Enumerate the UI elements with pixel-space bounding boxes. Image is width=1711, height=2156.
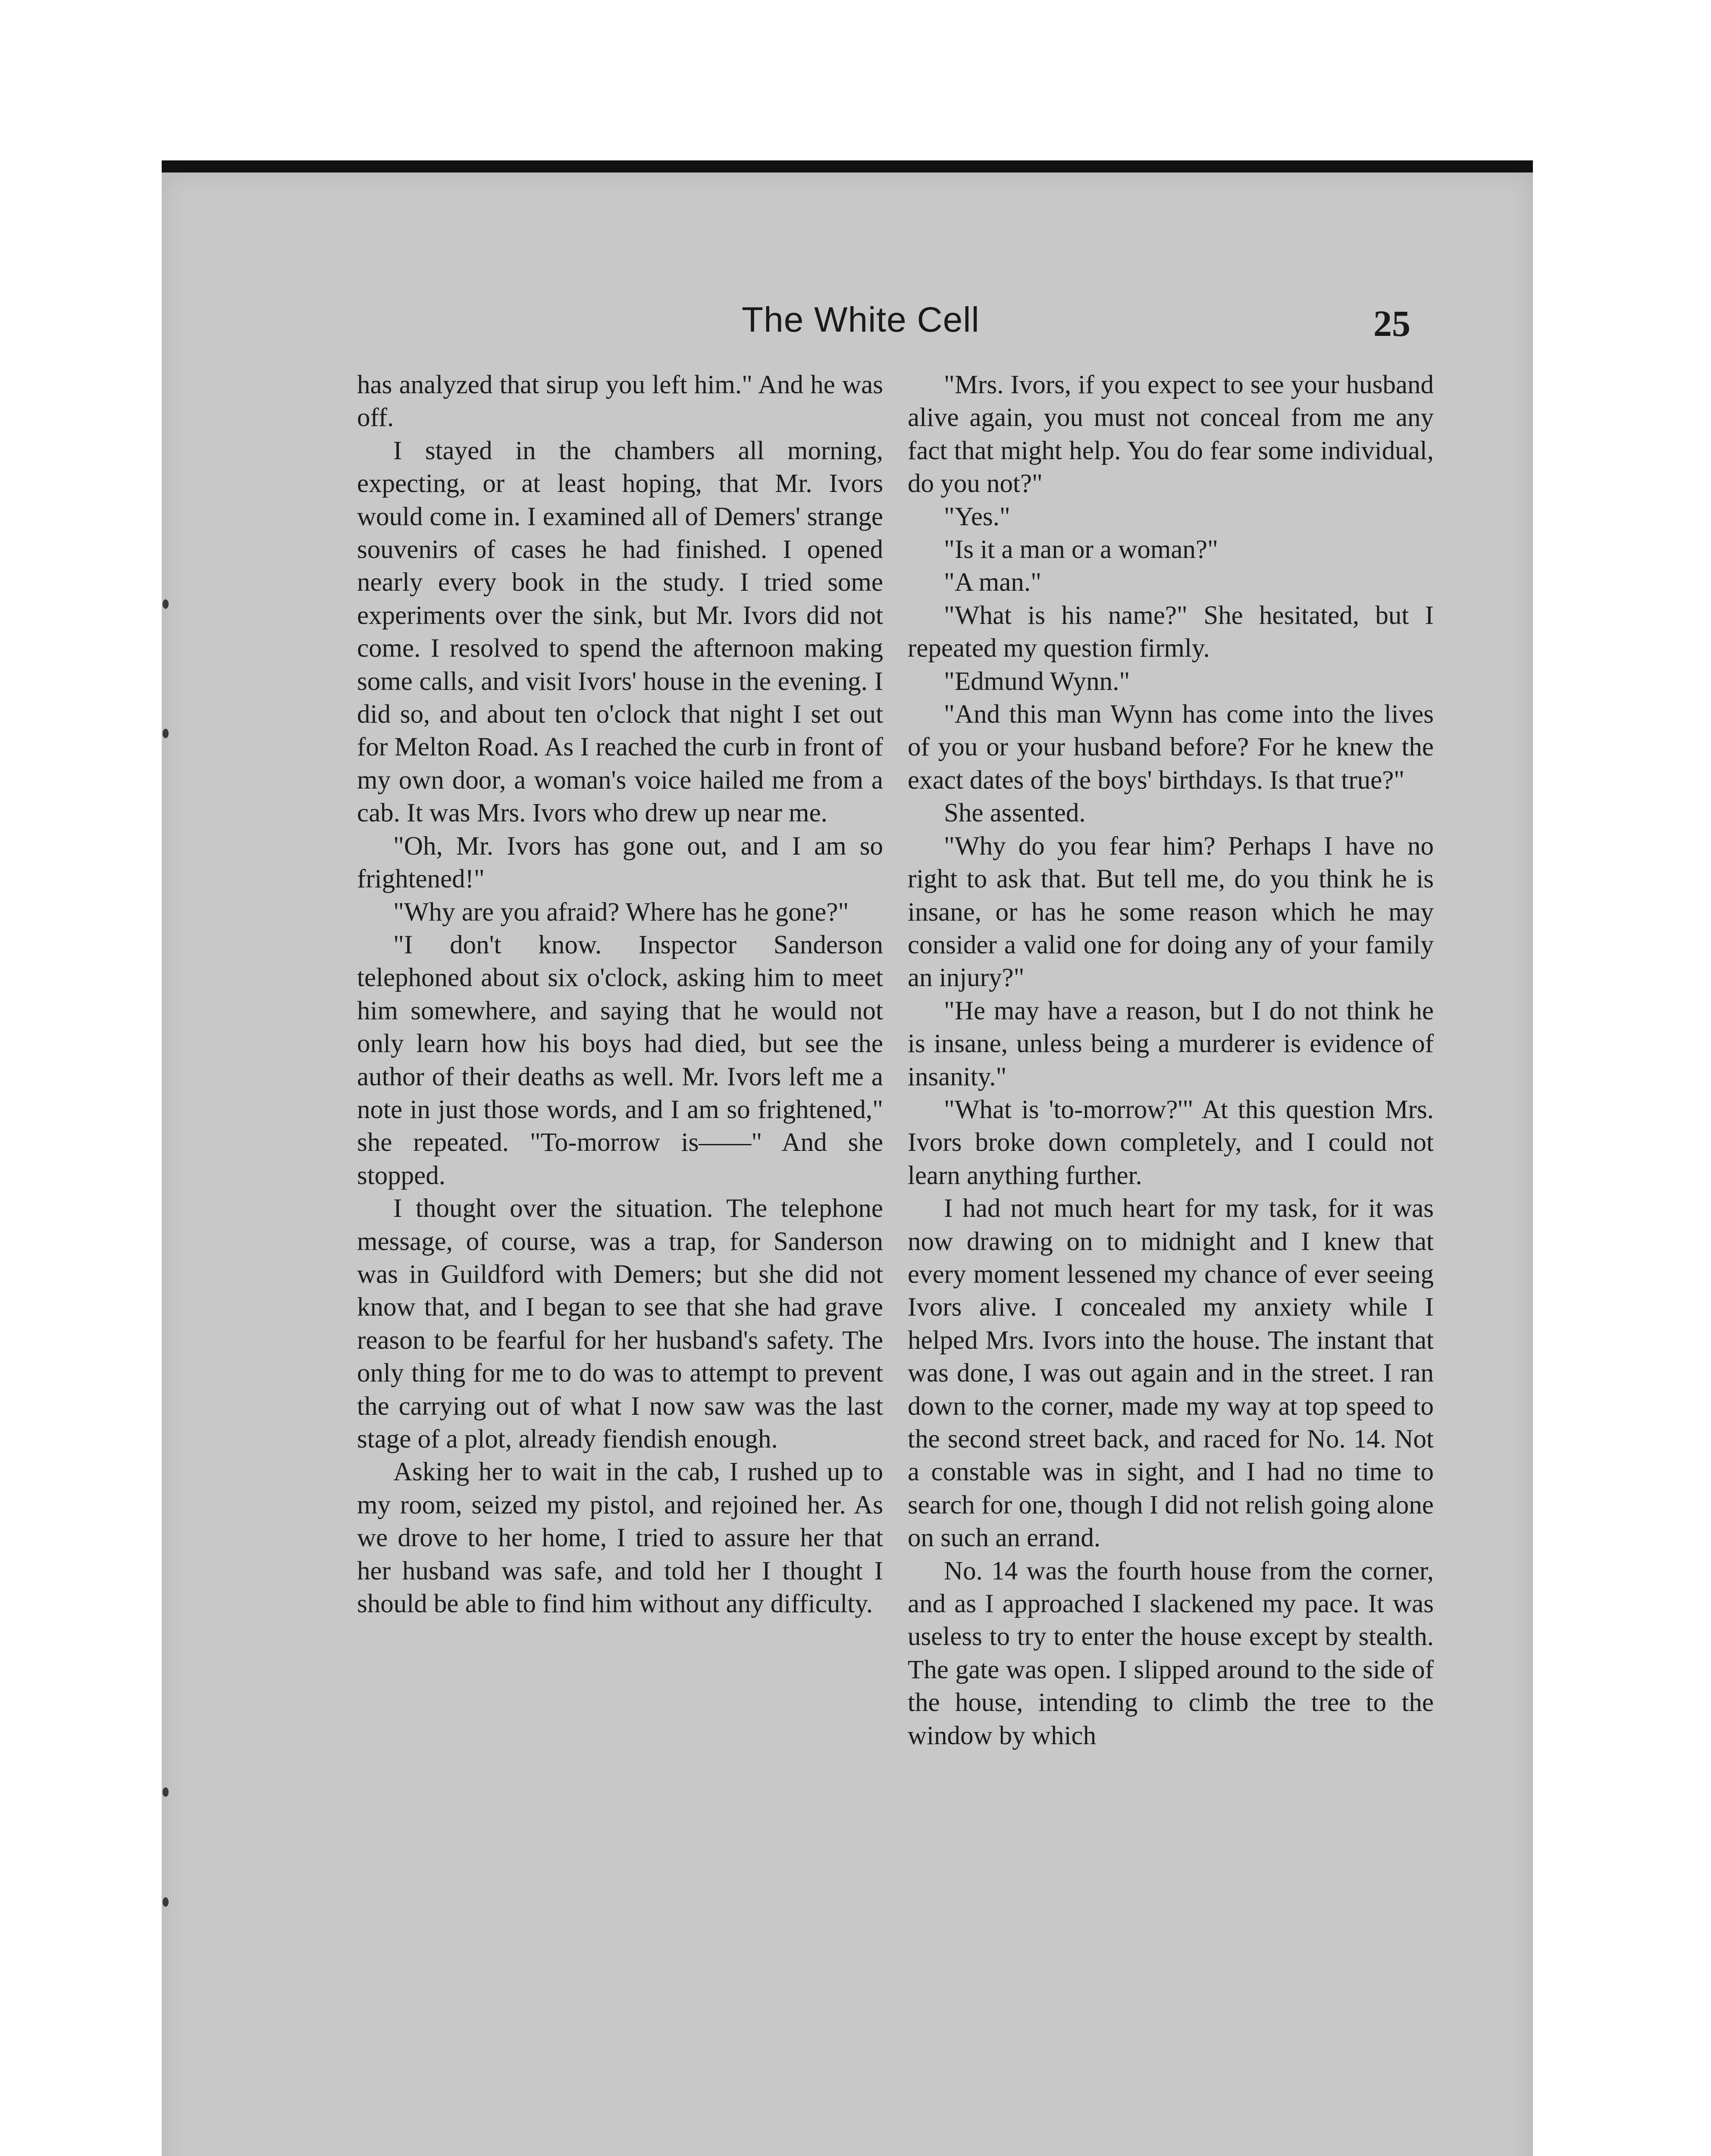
- paragraph: has analyzed that sirup you left him." And he was off.: [357, 370, 883, 432]
- paragraph: "A man.": [944, 568, 1042, 597]
- running-header-title: The White Cell: [742, 300, 980, 339]
- paragraph: I stayed in the chambers all morning, expecting, or at least hoping, that Mr. Ivors would come in. I examined all of Demers' strange souvenirs of cases he had finished. I opened nearly every book in the study. I tried some experiments over the sink, but Mr. Ivors did not come. I resolved to spend the afternoon making some calls, and visit Ivors' house in the evening. I did so, and about ten o'clock that night I set out for Melton Road. As I reached the curb in front of my own door, a woman's voice hailed me from a cab. It was Mrs. Ivors who drew up near me.: [357, 436, 883, 828]
- paragraph: "Yes.": [944, 502, 1010, 531]
- paragraph: "Oh, Mr. Ivors has gone out, and I am so frightened!": [357, 831, 883, 894]
- binding-hole: [163, 1897, 169, 1907]
- paragraph: I had not much heart for my task, for it was now drawing on to midnight and I knew that every moment lessened my chance of ever seeing Ivors alive. I concealed my anxiety while I helped Mrs. Ivors into the house. The instant that was done, I was out again and in the street. I ran down to the corner, made my way at top speed to the second street back, and raced for No. 14. Not a constable was in sight, and I had no time to search for one, though I did not relish going alone on such an errand.: [908, 1194, 1434, 1553]
- page-number: 25: [1373, 303, 1410, 344]
- paragraph: "Is it a man or a woman?": [944, 535, 1218, 564]
- paragraph: "What is 'to-morrow?'" At this question Mrs. Ivors broke down completely, and I could not learn anything further.: [908, 1095, 1434, 1190]
- text-column-right: [908, 369, 1434, 1752]
- paragraph: "What is his name?" She hesitated, but I repeated my question firmly.: [908, 601, 1434, 663]
- paragraph: She assented.: [944, 799, 1086, 828]
- paragraph: "Edmund Wynn.": [944, 667, 1130, 696]
- paragraph: "He may have a reason, but I do not think he is insane, unless being a murderer is evidence of insanity.": [908, 996, 1434, 1091]
- paragraph: "Mrs. Ivors, if you expect to see your husband alive again, you must not conceal from me any fact that might help. You do fear some individual, do you not?": [908, 370, 1434, 498]
- binding-hole: [163, 729, 169, 738]
- paragraph: I thought over the situation. The telephone message, of course, was a trap, for Sanderson was in Guildford with Demers; but she did not know that, and I began to see that she had grave reason to be fearful for her husband's safety. The only thing for me to do was to attempt to prevent the carrying out of what I now saw was the last stage of a plot, already fiendish enough.: [357, 1194, 883, 1454]
- paragraph: "Why do you fear him? Perhaps I have no right to ask that. But tell me, do you think he is insane, or has he some reason which he may consider a valid one for doing any of your family an injury?": [908, 831, 1434, 993]
- paragraph: "And this man Wynn has come into the lives of you or your husband before? For he knew the exact dates of the boys' birthdays. Is that true?": [908, 700, 1434, 795]
- text-column-left: [357, 369, 883, 1620]
- paragraph: Asking her to wait in the cab, I rushed up to my room, seized my pistol, and rejoined her. As we drove to her home, I tried to assure her that her husband was safe, and told her I thought I should be able to find him without any difficulty.: [357, 1457, 883, 1619]
- paragraph: "I don't know. Inspector Sanderson telephoned about six o'clock, asking him to meet him somewhere, and saying that he would not only learn how his boys had died, but see the author of their deaths as well. Mr. Ivors left me a note in just those words, and I am so frightened," she repeated. "To-morrow is——" And she stopped.: [357, 930, 883, 1190]
- binding-hole: [163, 599, 169, 609]
- binding-hole: [163, 1787, 169, 1797]
- paragraph: No. 14 was the fourth house from the corner, and as I approached I slackened my pace. It was useless to try to enter the house except by stealth. The gate was open. I slipped around to the side of the house, intending to climb the tree to the window by which: [908, 1556, 1434, 1750]
- paragraph: "Why are you afraid? Where has he gone?": [393, 897, 849, 927]
